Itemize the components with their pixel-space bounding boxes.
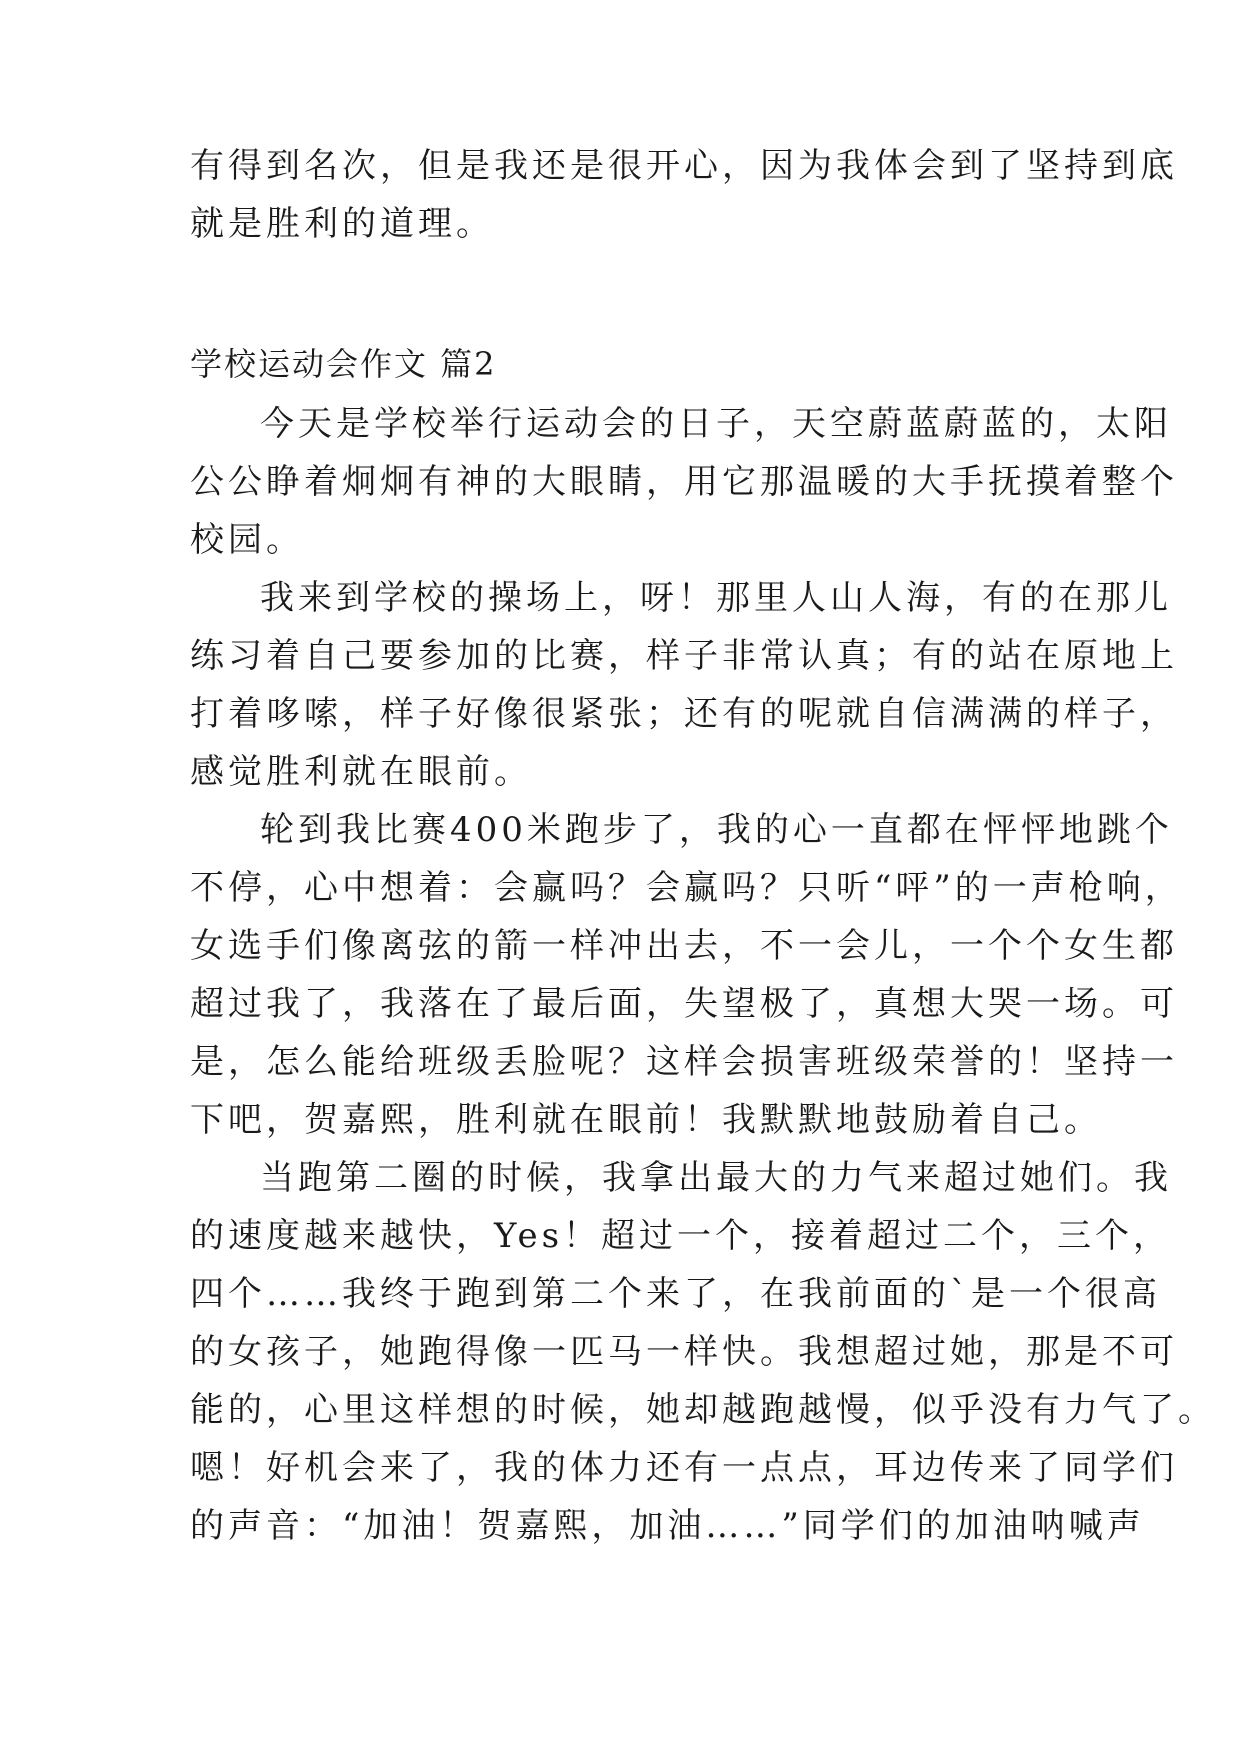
text-line: 不停，心中想着：会赢吗？会赢吗？只听“呯”的一声枪响， bbox=[190, 868, 1183, 908]
text-line: 练习着自己要参加的比赛，样子非常认真；有的站在原地上 bbox=[190, 636, 1178, 676]
text-line: 的速度越来越快，Yes！超过一个，接着超过二个，三个， bbox=[190, 1216, 1172, 1256]
text-line: 今天是学校举行运动会的日子，天空蔚蓝蔚蓝的，太阳 bbox=[260, 404, 1172, 444]
text-line: 公公睁着炯炯有神的大眼睛，用它那温暖的大手抚摸着整个 bbox=[190, 462, 1178, 502]
text-line: 感觉胜利就在眼前。 bbox=[190, 752, 532, 792]
text-line: 超过我了，我落在了最后面，失望极了，真想大哭一场。可 bbox=[190, 984, 1178, 1024]
text-line: 有得到名次，但是我还是很开心，因为我体会到了坚持到底 bbox=[190, 146, 1178, 186]
text-line: 四个……我终于跑到第二个来了，在我前面的`是一个很高 bbox=[190, 1274, 1161, 1314]
text-line: 打着哆嗦，样子好像很紧张；还有的呢就自信满满的样子， bbox=[190, 694, 1178, 734]
text-line: 校园。 bbox=[190, 520, 304, 560]
text-line: 当跑第二圈的时候，我拿出最大的力气来超过她们。我 bbox=[260, 1158, 1172, 1198]
section-heading: 学校运动会作文 篇2 bbox=[190, 345, 497, 383]
text-line: 女选手们像离弦的箭一样冲出去，不一会儿，一个个女生都 bbox=[190, 926, 1178, 966]
text-line: 就是胜利的道理。 bbox=[190, 204, 494, 244]
intro-paragraph bbox=[190, 137, 1178, 253]
text-line: 嗯！好机会来了，我的体力还有一点点，耳边传来了同学们 bbox=[190, 1448, 1178, 1488]
text-line: 我来到学校的操场上，呀！那里人山人海，有的在那儿 bbox=[260, 578, 1172, 618]
text-line: 的女孩子，她跑得像一匹马一样快。我想超过她，那是不可 bbox=[190, 1332, 1178, 1372]
text-line: 下吧，贺嘉熙，胜利就在眼前！我默默地鼓励着自己。 bbox=[190, 1100, 1102, 1140]
text-line: 的声音：“加油！贺嘉熙，加油……”同学们的加油呐喊声 bbox=[190, 1506, 1145, 1546]
body-text bbox=[190, 395, 1216, 1555]
text-line: 能的，心里这样想的时候，她却越跑越慢，似乎没有力气了。 bbox=[190, 1390, 1216, 1430]
text-line: 轮到我比赛400米跑步了，我的心一直都在怦怦地跳个 bbox=[260, 810, 1173, 850]
text-line: 是，怎么能给班级丢脸呢？这样会损害班级荣誉的！坚持一 bbox=[190, 1042, 1178, 1082]
